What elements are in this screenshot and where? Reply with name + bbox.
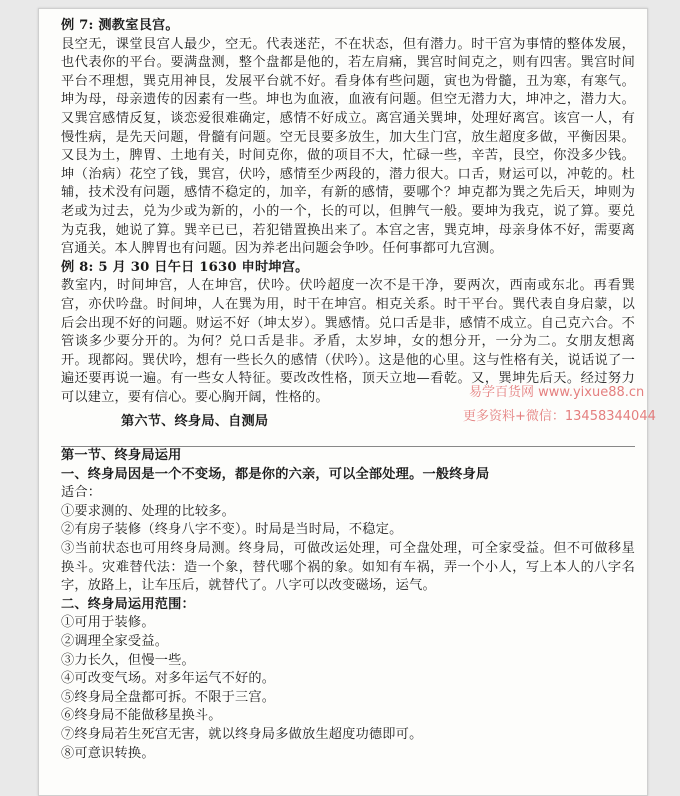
- example-8-title: 例 8: 5 月 30 日午日 1630 申时坤宫。: [61, 259, 309, 275]
- list-item: ③力长久，但慢一些。: [61, 652, 195, 668]
- example-7-body: 艮空无，课堂艮宫人最少，空无。代表迷茫，不在状态，但有潜力。时干宫为事情的整体发展，也代表你的平台。要满盘测，整个盘都是他的，若左肩痛，巽宫时间克之，则有四害。巽宫时间平台不理想，巽克用神艮，发展平台就不好。看身体有些问题，寅也为骨髓，丑为寒，有寒气。坤为母，母亲遗传的因素有一些。坤也为血液，血液有问题。但空无潜力大，坤冲之，潜力大。又巽宫感情反复，谈恋爱很难确定，感情不好成立。离宫通关巽坤，处理好离宫。该宫一人，有慢性病，是先天问题，骨髓有问题。空无艮要多放生，加大生门宫，放生超度多做，平衡因果。又艮为土，脾胃、土地有关，时间克你，做的项目不大，忙碌一些，辛苦，艮空，你没多少钱。坤（治病）花空了钱，巽宫，伏吟，感情至少两段的，潜力很大。口舌，财运可以，冲乾的。杜辅，技术没有问题，感情不稳定的，加辛，有新的感情，要哪个？坤克都为巽之先后天，坤则为老或为过去，兑为少或为新的，小的一个，长的可以，但脾气一般。要坤为我克，说了算。要兑为克我，她说了算。巽辛已已，若犯错置换出来了。本宫之害，巽克坤，母亲身体不好，需要离宫通关。本人脾胃也有问题。因为养老出问题会争吵。任何事都可九宫测。: [61, 36, 635, 257]
- list-item: ⑦终身局若生死宫无害，就以终身局多做放生超度功德即可。: [61, 726, 423, 742]
- scope-list: [61, 614, 635, 763]
- list-item: ①要求测的、处理的比较多。: [61, 503, 236, 519]
- suitable-list: [61, 503, 635, 596]
- example-8-body: 教室内，时间坤宫，人在坤宫，伏吟。伏吟超度一次不是干净，要两次，西南或东北。再看巽宫，亦伏吟盘。时间坤，人在巽为用，时干在坤宫。相克关系。时干平台。巽代表自身启蒙，以后会出现不好的问题。财运不好（坤太岁）。巽感情。兑口舌是非，感情不成立。自己克六合。不管谈多少要分开的。为何？兑口舌是非。矛盾，太岁坤，女的想分开，一分为二。女朋友想离开。现都闷。巽伏吟，想有一些长久的感情（伏吟）。这是他的心里。这与性格有关，说话说了一遍还要再说一遍。有一些女人特征。要改改性格，顶天立地—看乾。又，巽坤先后天。经过努力可以建立，要有信心。要心胸开阔，性格的。: [61, 278, 635, 405]
- part-1-heading: 一、终身局因是一个不变场，都是你的六亲，可以全部处理。一般终身局: [61, 466, 490, 482]
- section-1-heading: 第一节、终身局运用: [61, 448, 182, 464]
- example-7-title: 例 7: 测教室艮宫。: [61, 18, 179, 33]
- list-item: ⑤终身局全盘都可拆。不限于三宫。: [61, 689, 276, 705]
- part-2-heading: 二、终身局运用范围：: [61, 596, 195, 612]
- list-item: ②调理全家受益。: [61, 634, 169, 649]
- list-item: ③当前状态也可用终身局测。终身局，可做改运处理，可全盘处理，可全家受益。但不可做移星换斗。灾难替代法：造一个象，替代哪个祸的象。如知有车祸，弄一个小人，写上本人的八字名字，放路上，让车压后，就替代了。八字可以改变磁场，运气。: [61, 541, 635, 594]
- list-item: ④可改变气场。对多年运气不好的。: [61, 671, 276, 687]
- list-item: ⑧可意识转换。: [61, 745, 155, 761]
- document-page: [38, 8, 656, 796]
- list-item: ②有房子装修（终身八字不变）。时局是当时局，不稳定。: [61, 522, 403, 538]
- watermark-url: 易学百货网 www.yixue88.cn: [469, 385, 645, 400]
- list-item: ①可用于装修。: [61, 615, 155, 631]
- section-6-heading: 第六节、终身局、自测局: [121, 414, 269, 430]
- suitable-label: 适合：: [61, 485, 102, 501]
- list-item: ⑥终身局不能做移星换斗。: [61, 708, 222, 724]
- watermark-contact: 更多资料+微信：13458344044: [463, 409, 656, 424]
